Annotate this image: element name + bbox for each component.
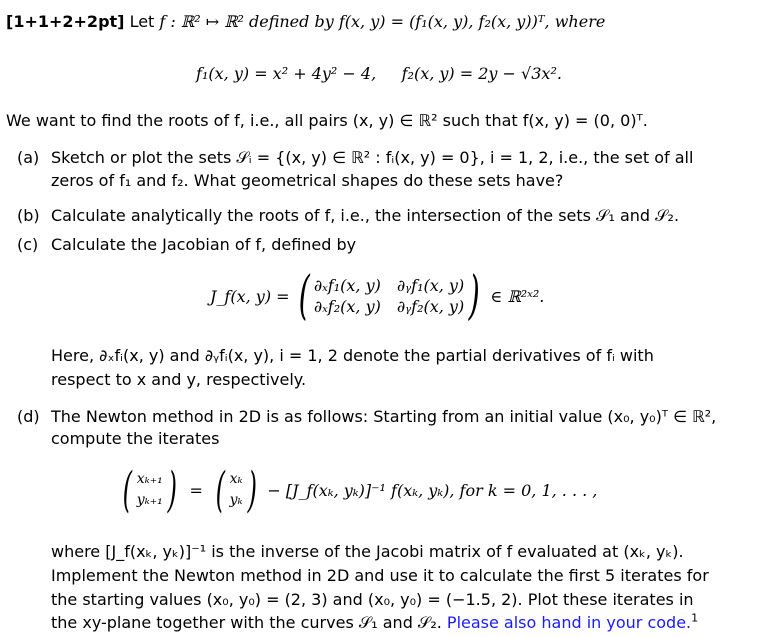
part-c-after-2: respect to x and y, respectively. [51,370,307,389]
equals-sign: = [189,480,203,500]
jacobian-m11: ∂ₓf₁(x, y) [313,276,381,295]
jacobian-col-1 [314,275,381,317]
intro-text: Let [129,12,155,31]
map-definition: f : ℝ² ↦ ℝ² defined by f(x, y) = (f₁(x, y), f₂(x, y))ᵀ, where [159,12,606,31]
footnote-mark: 1 [691,611,699,625]
function-definitions [0,64,758,83]
jacobian-m12: ∂ᵧf₁(x, y) [396,276,465,295]
newton-iteration: ( xₖ₊₁ yₖ₊₁ ) = ( xₖ yₖ ) − [J_f(xₖ, yₖ)]⁻¹ f(xₖ, yₖ), for k = 0, 1, . . . , [122,462,598,518]
part-d-line-2: compute the iterates [51,429,220,448]
problem-header [6,12,605,32]
part-b-line-1: Calculate analytically the roots of f, i.e., the intersection of the sets 𝒮₁ and 𝒮₂. [51,206,680,225]
part-a-line-1: Sketch or plot the sets 𝒮ᵢ = {(x, y) ∈ ℝ² : fᵢ(x, y) = 0}, i = 1, 2, i.e., the set of all [51,148,694,167]
newton-lhs-vector [137,469,163,511]
part-d-line-1: The Newton method in 2D is as follows: Starting from an initial value (x₀, y₀)ᵀ ∈ ℝ², [51,407,717,426]
f1-equation: f₁(x, y) = x² + 4y² − 4, [196,64,377,83]
points-label: [1+1+2+2pt] [6,12,125,31]
newton-y-next: yₖ₊₁ [136,492,163,508]
jacobian-col-2 [397,275,464,317]
goal-statement: We want to find the roots of f, i.e., all pairs (x, y) ∈ ℝ² such that f(x, y) = (0, 0)ᵀ. [6,111,648,130]
part-d-after-1: where [J_f(xₖ, yₖ)]⁻¹ is the inverse of the Jacobi matrix of f evaluated at (xₖ, yₖ). [51,542,684,561]
newton-y-k: yₖ [229,492,243,508]
hand-in-note: Please also hand in your code. [446,613,692,632]
jacobian-m21: ∂ₓf₂(x, y) [313,297,381,316]
part-d-label: (d) [17,407,40,426]
part-c-after-1: Here, ∂ₓfᵢ(x, y) and ∂ᵧfᵢ(x, y), i = 1, 2 denote the partial derivatives of fᵢ with [51,346,654,365]
part-d-after-2: Implement the Newton method in 2D and use it to calculate the first 5 iterates for [51,566,709,585]
f2-equation: f₂(x, y) = 2y − √3x². [401,64,562,83]
jacobian-m22: ∂ᵧf₂(x, y) [396,297,465,316]
newton-x-next: xₖ₊₁ [136,471,163,487]
part-a-line-2: zeros of f₁ and f₂. What geometrical shapes do these sets have? [51,171,564,190]
part-d-after-3: the starting values (x₀, y₀) = (2, 3) and (x₀, y₀) = (−1.5, 2). Plot these iterates in [51,590,694,609]
part-c-line-1: Calculate the Jacobian of f, defined by [51,235,357,254]
part-d-after-4-wrap [51,613,698,633]
left-paren: ( [298,266,310,326]
part-d-after-4: the xy-plane together with the curves 𝒮₁ and 𝒮₂. [51,613,442,632]
jacobian-definition [210,266,544,326]
newton-x-k: xₖ [229,471,243,487]
right-paren: ) [468,266,480,326]
part-c-label: (c) [17,235,39,254]
newton-rest: − [J_f(xₖ, yₖ)]⁻¹ f(xₖ, yₖ), for k = 0, 1, . . . , [267,480,598,500]
newton-rhs-vector [230,469,243,511]
part-a-label: (a) [17,148,40,167]
jacobian-rhs: ∈ ℝ²ˣ². [490,286,545,306]
jacobian-lhs: J_f(x, y) = [210,286,290,306]
part-b-label: (b) [17,206,40,225]
